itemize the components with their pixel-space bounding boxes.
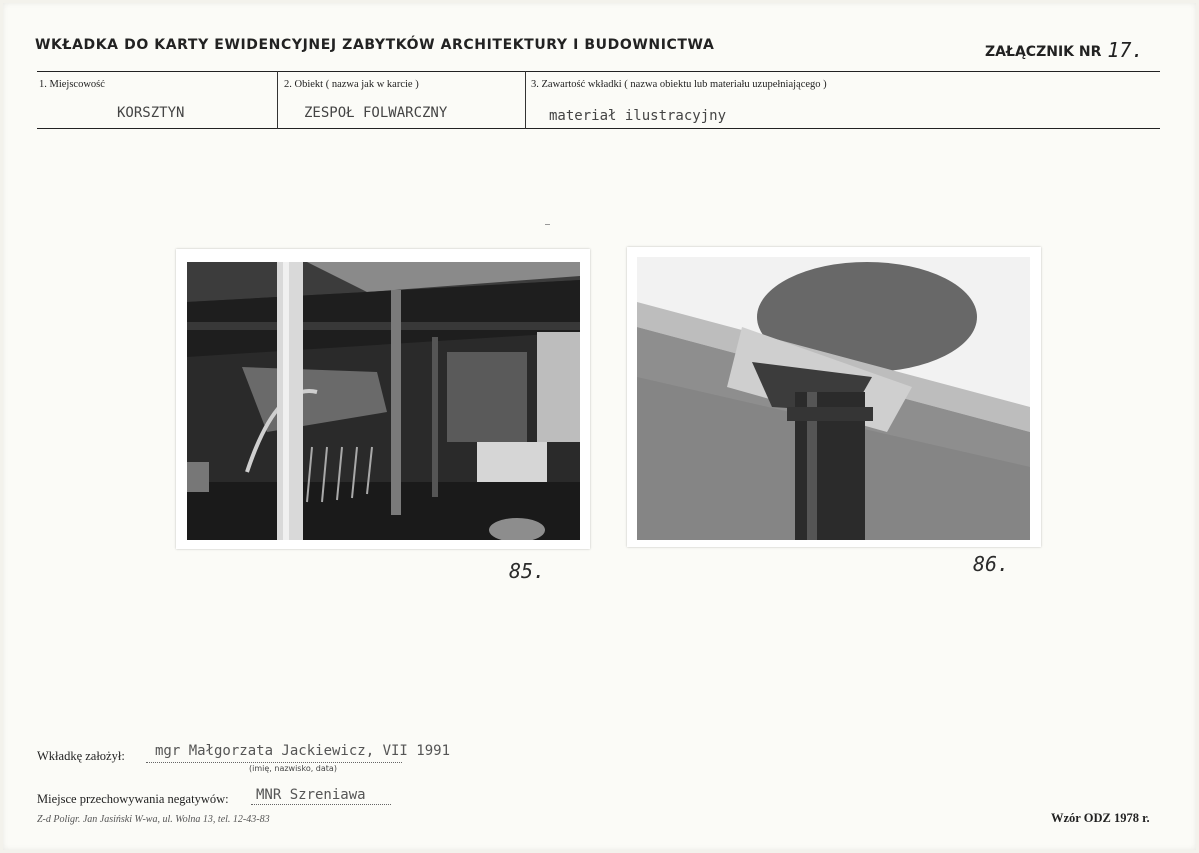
table-bottom-rule <box>37 128 1160 129</box>
form-model: Wzór ODZ 1978 r. <box>1051 811 1150 825</box>
created-by-caption: (imię, nazwisko, data) <box>249 764 337 773</box>
photo-frame-86 <box>627 247 1041 547</box>
negatives-value: MNR Szreniawa <box>256 787 366 803</box>
table-divider-2 <box>525 71 526 129</box>
barn-interior-image <box>187 262 580 540</box>
photo-number-85: 85. <box>509 559 546 583</box>
negatives-label: Miejsce przechowywania negatywów: <box>37 792 229 806</box>
annex-label <box>985 37 1144 61</box>
pencil-mark <box>545 224 550 225</box>
field-value-locality: KORSZTYN <box>117 105 185 121</box>
created-by-label: Wkładkę założył: <box>37 749 125 763</box>
printer-imprint: Z-d Poligr. Jan Jasiński W-wa, ul. Wolna 13, tel. 12-43-83 <box>37 814 270 825</box>
field-value-contents: materiał ilustracyjny <box>549 108 727 124</box>
field-label-contents: 3. Zawartość wkładki ( nazwa obiektu lub materiału uzupełniającego ) <box>531 79 827 90</box>
photo-barn-interior <box>187 262 580 540</box>
annex-number: 17. <box>1107 38 1144 62</box>
document-sheet <box>3 3 1196 850</box>
table-top-rule <box>37 71 1160 72</box>
field-value-object: ZESPOŁ FOLWARCZNY <box>304 105 448 121</box>
table-divider-1 <box>277 71 278 129</box>
photo-column-capital <box>637 257 1030 540</box>
annex-label-text: ZAŁĄCZNIK NR <box>985 44 1102 60</box>
field-label-locality: 1. Miejscowość <box>39 79 105 90</box>
created-by-dotline <box>146 762 402 763</box>
photo-frame-85 <box>176 249 590 549</box>
field-label-object: 2. Obiekt ( nazwa jak w karcie ) <box>284 79 419 90</box>
document-title: WKŁADKA DO KARTY EWIDENCYJNEJ ZABYTKÓW ARCHITEKTURY I BUDOWNICTWA <box>35 37 715 53</box>
created-by-value: mgr Małgorzata Jackiewicz, VII 1991 <box>155 743 451 759</box>
negatives-dotline <box>251 804 391 805</box>
photo-number-86: 86. <box>973 552 1010 576</box>
column-capital-image <box>637 257 1030 540</box>
